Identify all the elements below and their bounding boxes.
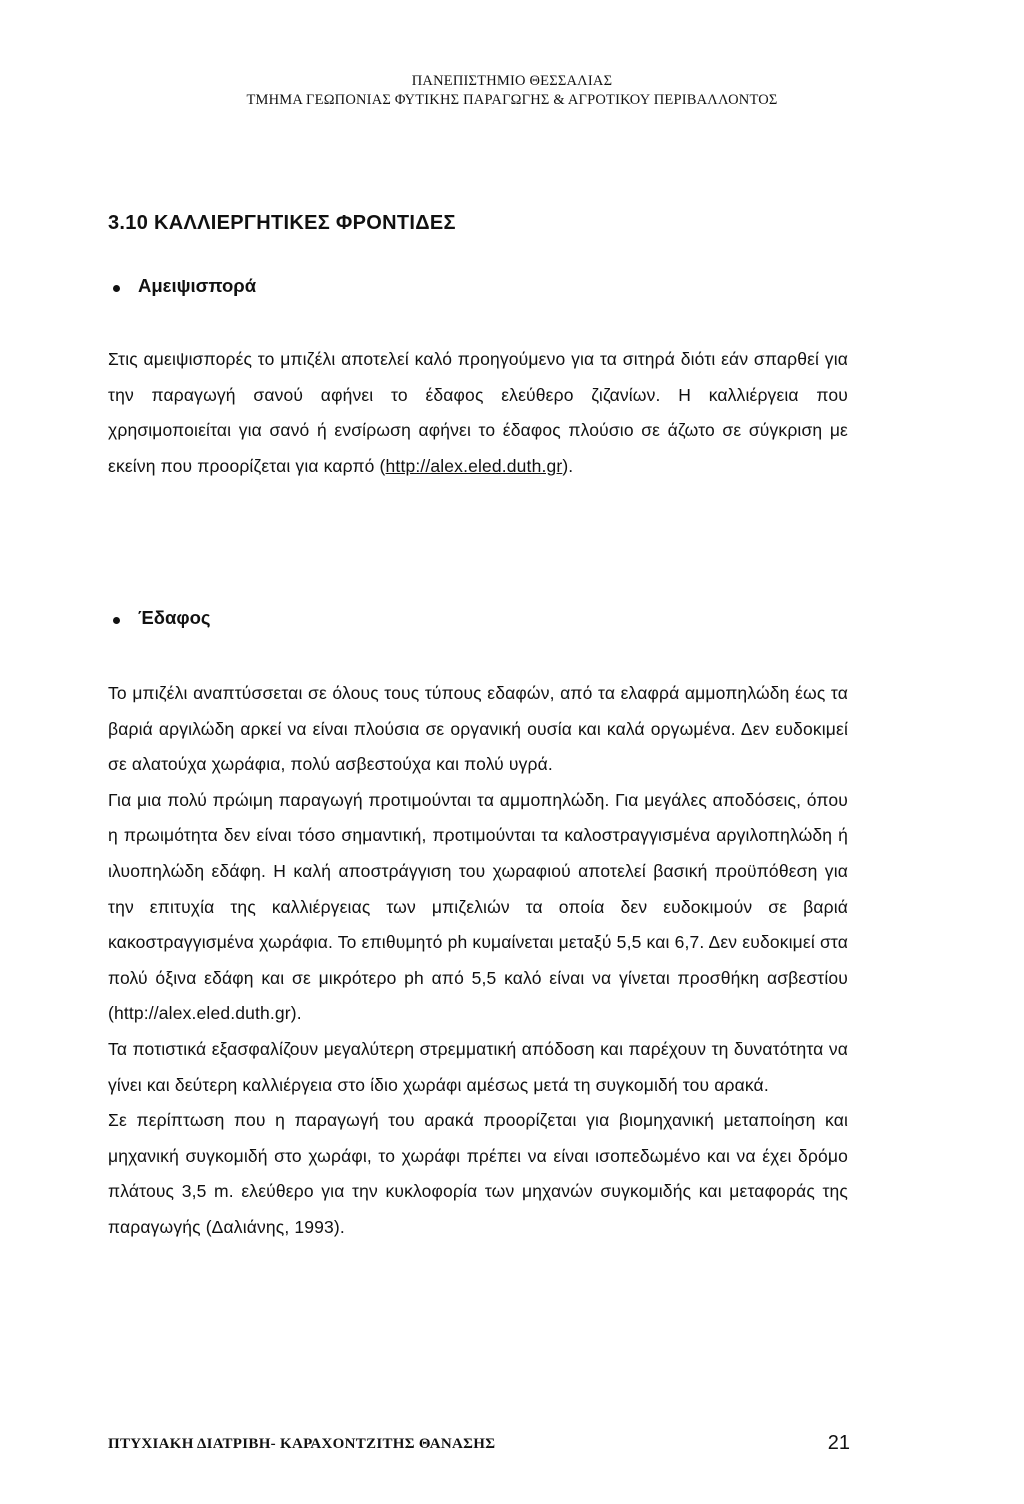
soil-paragraphs — [108, 676, 848, 1246]
page-header — [0, 72, 1024, 110]
rotation-text: Στις αμειψισπορές το μπιζέλι αποτελεί καλό προηγούμενο για τα σιτηρά διότι εάν σπαρθεί για την παραγωγή σανού αφήνει το έδαφος ελεύθερο ζιζανίων. Η καλλιέργεια που χρησιμοποιείται για σανό ή ενσίρωση αφήνει το έδαφος πλούσιο σε άζωτο σε σύγκριση με εκείνη που προορίζεται για καρπό ( — [108, 349, 848, 476]
header-department: ΤΜΗΜΑ ΓΕΩΠΟΝΙΑΣ ΦΥΤΙΚΗΣ ΠΑΡΑΓΩΓΗΣ & ΑΓΡΟΤΙΚΟΥ ΠΕΡΙΒΑΛΛΟΝΤΟΣ — [246, 92, 778, 108]
soil-paragraph-1: Το μπιζέλι αναπτύσσεται σε όλους τους τύπους εδαφών, από τα ελαφρά αμμοπηλώδη έως τα βαριά αργιλώδη αρκεί να είναι πλούσια σε οργανική ουσία και καλά οργωμένα. Δεν ευδοκιμεί σε αλατούχα χωράφια, πολύ ασβεστούχα και πολύ υγρά. — [108, 683, 848, 775]
soil-heading: Έδαφος — [138, 607, 211, 628]
rotation-text-end: ). — [562, 455, 574, 476]
rotation-heading: Αμειψισπορά — [138, 275, 257, 296]
soil-paragraph-4: Σε περίπτωση που η παραγωγή του αρακά προορίζεται για βιομηχανική μεταποίηση και μηχανική συγκομιδή στο χωράφι, το χωράφι πρέπει να είναι ισοπεδωμένο και να έχει δρόμο πλάτους 3,5 m. ελεύθερο για την κυκλοφορία των μηχανών συγκομιδής και μεταφοράς της παραγωγής (Δαλιάνης, 1993). — [108, 1110, 848, 1237]
footer-text: ΠΤΥΧΙΑΚΗ ΔΙΑΤΡΙΒΗ- ΚΑΡΑΧΟΝΤΖΙΤΗΣ ΘΑΝΑΣΗΣ — [108, 1436, 496, 1452]
header-university: ΠΑΝΕΠΙΣΤΗΜΙΟ ΘΕΣΣΑΛΙΑΣ — [411, 73, 613, 89]
page-number: 21 — [827, 1432, 850, 1454]
rotation-paragraph — [108, 342, 848, 484]
soil-paragraph-2: Για μια πολύ πρώιμη παραγωγή προτιμούνται τα αμμοπηλώδη. Για μεγάλες αποδόσεις, όπου η πρωιμότητα δεν είναι τόσο σημαντική, προτιμούνται τα καλοστραγγισμένα αργιλοπηλώδη ή ιλυοπηλώδη εδάφη. Η καλή αποστράγγιση του χωραφιού αποτελεί βασική προϋπόθεση για την επιτυχία της καλλιέργειας των μπιζελιών τα οποία δεν ευδοκιμούν σε βαριά κακοστραγγισμένα χωράφια. Το επιθυμητό ph κυμαίνεται μεταξύ 5,5 και 6,7. Δεν ευδοκιμεί στα πολύ όξινα εδάφη και σε μικρότερο ph από 5,5 καλό είναι να γίνεται προσθήκη ασβεστίου (http://alex.eled.duth.gr). — [108, 789, 848, 1024]
section-title: 3.10 ΚΑΛΛΙΕΡΓΗΤΙΚΕΣ ΦΡΟΝΤΙΔΕΣ — [108, 212, 456, 234]
rotation-link[interactable]: http://alex.eled.duth.gr — [385, 455, 563, 476]
soil-paragraph-3: Τα ποτιστικά εξασφαλίζουν μεγαλύτερη στρεμματική απόδοση και παρέχουν τη δυνατότητα να γίνει και δεύτερη καλλιέργεια στο ίδιο χωράφι αμέσως μετά τη συγκομιδή του αρακά. — [108, 1038, 848, 1095]
